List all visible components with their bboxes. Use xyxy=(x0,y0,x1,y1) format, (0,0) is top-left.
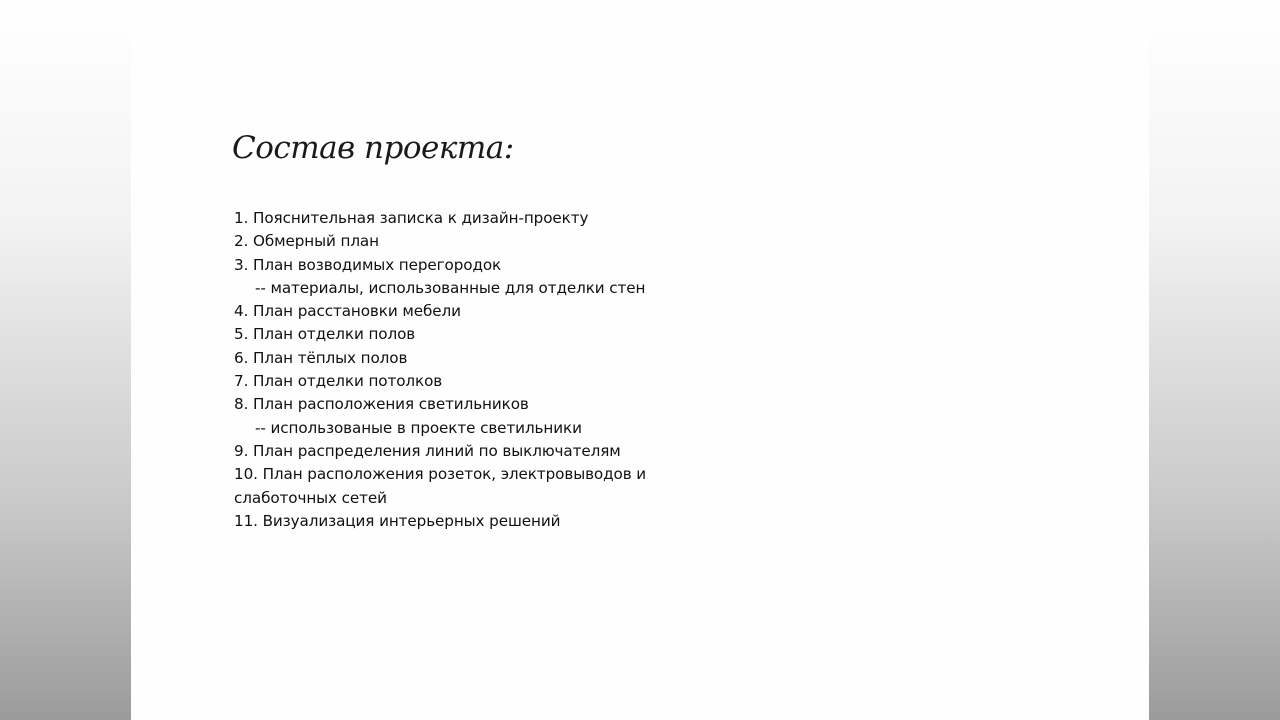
list-item: 2. Обмерный план xyxy=(234,232,379,251)
list-subitem: -- материалы, использованные для отделки стен xyxy=(255,278,646,297)
left-backdrop xyxy=(0,0,131,720)
project-contents-list xyxy=(234,207,704,533)
right-backdrop xyxy=(1149,0,1280,720)
slide xyxy=(131,0,1149,720)
list-item: 3. План возводимых перегородок xyxy=(234,255,502,274)
list-item: 10. План расположения розеток, электровыводов и слаботочных сетей xyxy=(234,465,647,507)
list-item: 6. План тёплых полов xyxy=(234,348,408,367)
list-item: 5. План отделки полов xyxy=(234,325,416,344)
list-subitem: -- использованые в проекте светильники xyxy=(255,418,582,437)
slide-title: Состав проекта: xyxy=(232,130,514,166)
list-item: 9. План распределения линий по выключателям xyxy=(234,441,621,460)
list-item: 11. Визуализация интерьерных решений xyxy=(234,511,561,530)
list-item: 7. План отделки потолков xyxy=(234,372,443,391)
list-item: 1. Пояснительная записка к дизайн-проекту xyxy=(234,209,589,227)
list-item: 4. План расстановки мебели xyxy=(234,302,461,321)
list-item: 8. План расположения светильников xyxy=(234,395,529,414)
